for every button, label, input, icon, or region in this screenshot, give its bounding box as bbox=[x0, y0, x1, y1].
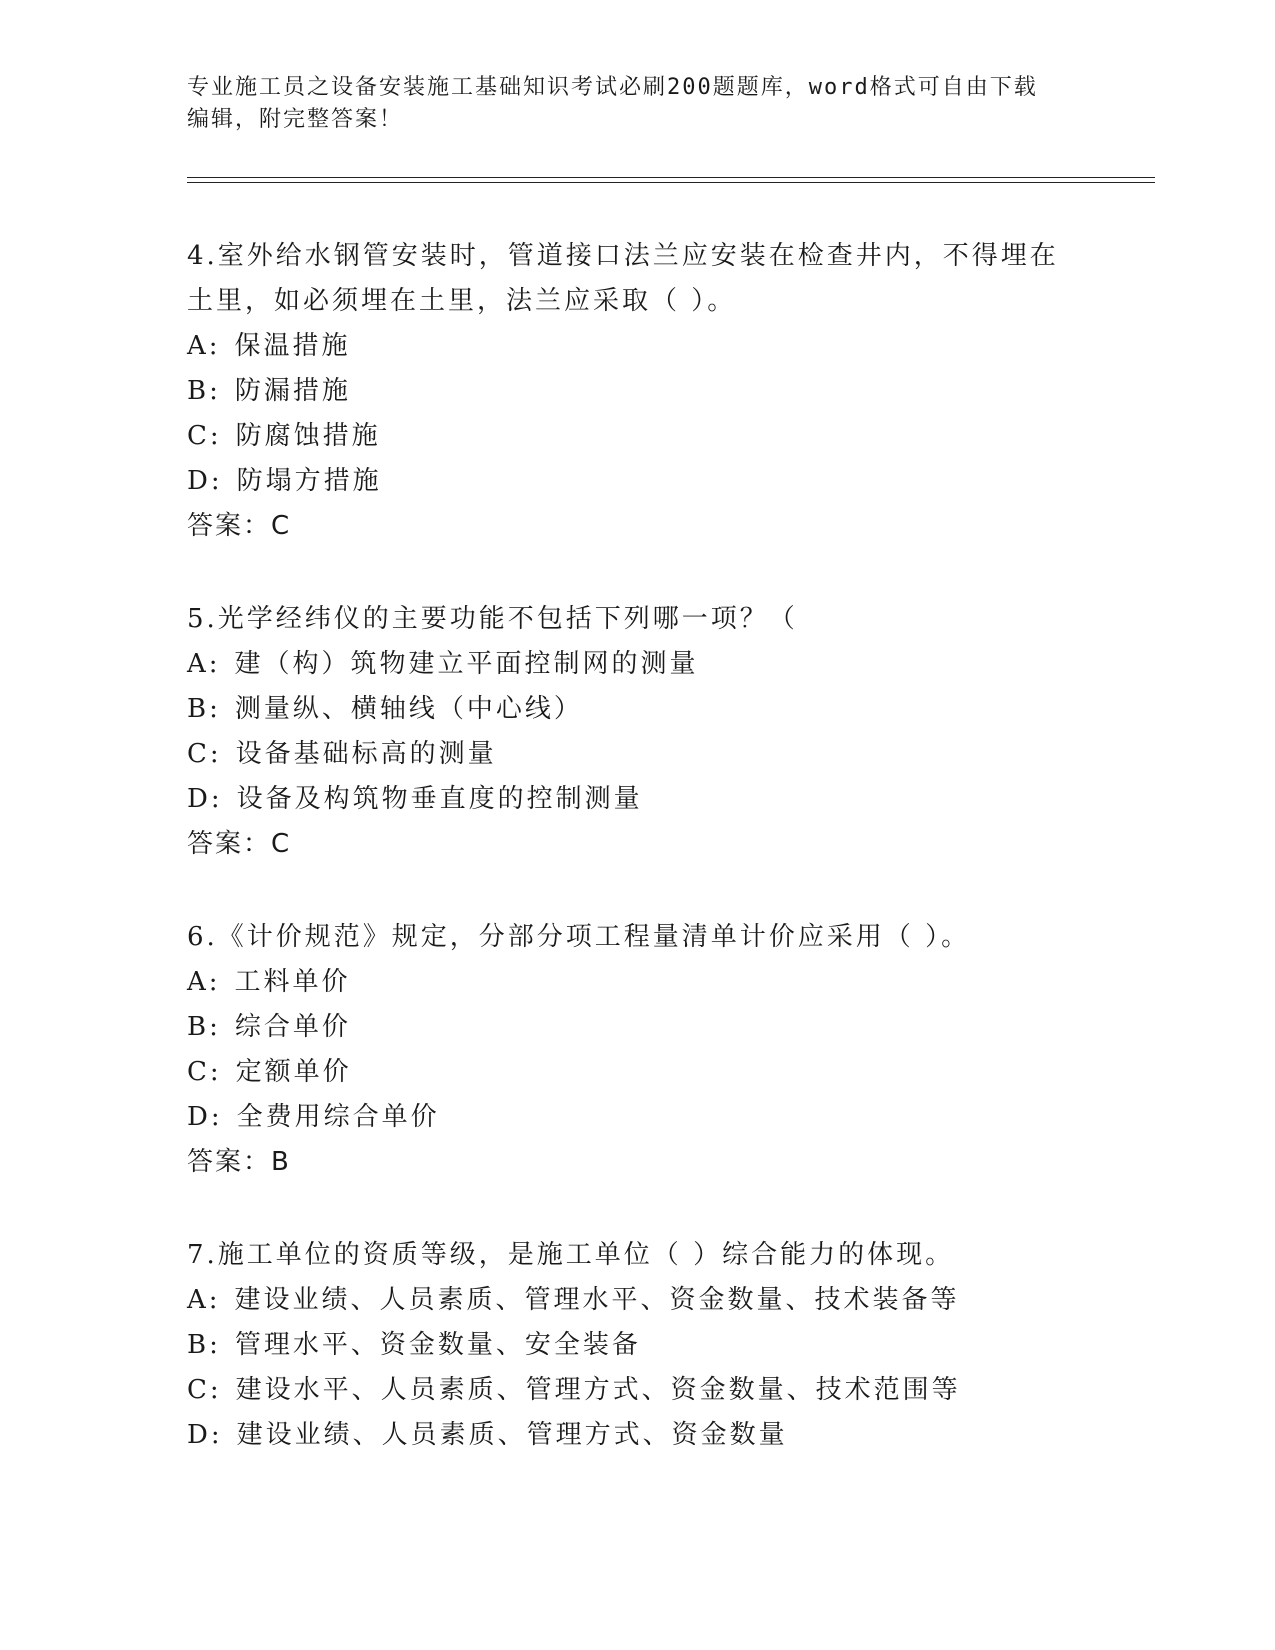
option-label: A: bbox=[187, 1285, 221, 1315]
option-text: 全费用综合单价 bbox=[236, 1102, 440, 1132]
option-text: 设备基础标高的测量 bbox=[235, 739, 497, 769]
question-5 bbox=[187, 597, 1087, 867]
option-text: 管理水平、资金数量、安全装备 bbox=[234, 1330, 641, 1360]
option-label: D: bbox=[187, 1102, 223, 1132]
answer: 答案：B bbox=[187, 1147, 291, 1177]
option-b bbox=[187, 369, 1087, 414]
option-text: 保温措施 bbox=[234, 331, 351, 361]
option-text: 防腐蚀措施 bbox=[235, 421, 381, 451]
question-7 bbox=[187, 1233, 1087, 1458]
answer: 答案：C bbox=[187, 511, 292, 541]
option-a bbox=[187, 642, 1087, 687]
option-b bbox=[187, 687, 1087, 732]
header-line-2: 编辑，附完整答案！ bbox=[187, 107, 404, 132]
question-text: 土里，如必须埋在土里，法兰应采取（ ）。 bbox=[187, 286, 737, 316]
option-text: 设备及构筑物垂直度的控制测量 bbox=[236, 784, 643, 814]
option-label: D: bbox=[187, 1420, 223, 1450]
option-b bbox=[187, 1323, 1087, 1368]
option-label: A: bbox=[187, 649, 221, 679]
option-label: B: bbox=[187, 1012, 221, 1042]
question-text: 5.光学经纬仪的主要功能不包括下列哪一项？（ bbox=[187, 604, 798, 634]
question-text: 4.室外给水钢管安装时，管道接口法兰应安装在检查井内，不得埋在 bbox=[187, 241, 1059, 271]
option-label: B: bbox=[187, 1330, 221, 1360]
option-text: 测量纵、横轴线（中心线） bbox=[234, 694, 583, 724]
option-c bbox=[187, 414, 1087, 459]
question-6 bbox=[187, 915, 1087, 1185]
option-label: B: bbox=[187, 376, 221, 406]
option-c bbox=[187, 1050, 1087, 1095]
question-text: 7.施工单位的资质等级，是施工单位（ ）综合能力的体现。 bbox=[187, 1240, 955, 1270]
option-text: 建设水平、人员素质、管理方式、资金数量、技术范围等 bbox=[235, 1375, 961, 1405]
option-text: 建设业绩、人员素质、管理水平、资金数量、技术装备等 bbox=[234, 1285, 960, 1315]
option-d bbox=[187, 1413, 1087, 1458]
option-text: 防塌方措施 bbox=[236, 466, 382, 496]
option-a bbox=[187, 1278, 1087, 1323]
option-text: 防漏措施 bbox=[234, 376, 351, 406]
option-label: C: bbox=[187, 739, 222, 769]
option-a bbox=[187, 960, 1087, 1005]
option-text: 综合单价 bbox=[234, 1012, 351, 1042]
option-label: B: bbox=[187, 694, 221, 724]
option-d bbox=[187, 1095, 1087, 1140]
question-4 bbox=[187, 234, 1087, 549]
option-d bbox=[187, 777, 1087, 822]
answer: 答案：C bbox=[187, 829, 292, 859]
header-divider-bottom bbox=[187, 182, 1155, 183]
option-label: D: bbox=[187, 784, 223, 814]
header-divider-top bbox=[187, 177, 1155, 178]
option-label: C: bbox=[187, 1057, 222, 1087]
option-text: 建（构）筑物建立平面控制网的测量 bbox=[234, 649, 699, 679]
option-d bbox=[187, 459, 1087, 504]
option-label: D: bbox=[187, 466, 223, 496]
option-c bbox=[187, 732, 1087, 777]
option-b bbox=[187, 1005, 1087, 1050]
option-text: 建设业绩、人员素质、管理方式、资金数量 bbox=[236, 1420, 788, 1450]
option-a bbox=[187, 324, 1087, 369]
option-label: C: bbox=[187, 1375, 222, 1405]
question-text: 6.《计价规范》规定，分部分项工程量清单计价应采用（ ）。 bbox=[187, 922, 971, 952]
header-line-1: 专业施工员之设备安装施工基础知识考试必刷200题题库，word格式可自由下载 bbox=[187, 75, 1038, 100]
option-label: A: bbox=[187, 967, 221, 997]
option-c bbox=[187, 1368, 1087, 1413]
option-text: 工料单价 bbox=[234, 967, 351, 997]
option-text: 定额单价 bbox=[235, 1057, 352, 1087]
option-label: A: bbox=[187, 331, 221, 361]
document-header bbox=[187, 72, 1087, 136]
option-label: C: bbox=[187, 421, 222, 451]
